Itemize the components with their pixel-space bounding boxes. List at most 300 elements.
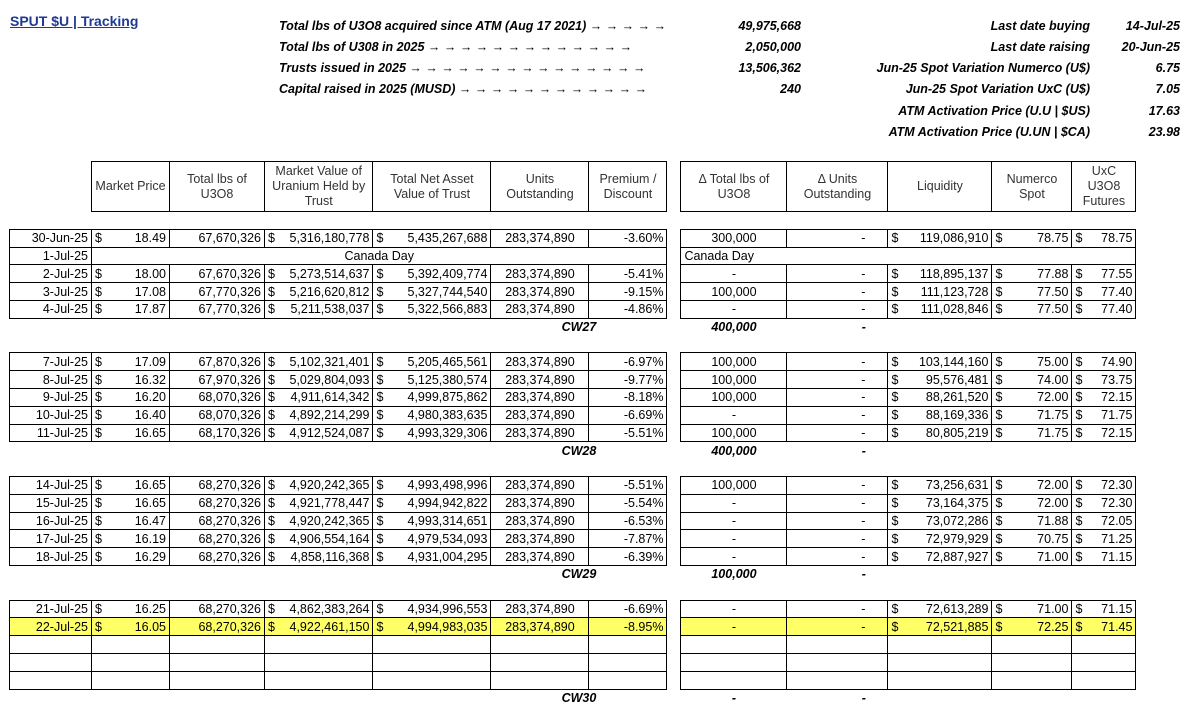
table-row [10, 353, 1136, 371]
separator-cell [667, 476, 681, 494]
header-nav: Total Net Asset Value of Trust [373, 162, 491, 212]
delta-lbs-cell: 100,000 [681, 476, 787, 494]
right-summary-label: Jun-25 Spot Variation UxC (U$) [905, 82, 1090, 96]
currency-symbol: $ [992, 424, 1014, 442]
units-cell: 283,374,890 [491, 371, 589, 389]
liquidity-cell: 72,979,929 [910, 530, 992, 548]
nav-cell: 4,994,983,035 [395, 618, 491, 636]
currency-symbol: $ [1072, 530, 1094, 548]
delta-lbs-cell: - [681, 548, 787, 566]
delta-lbs-cell: - [681, 406, 787, 424]
currency-symbol: $ [888, 371, 910, 389]
empty-cell [373, 636, 491, 654]
liquidity-cell: 95,576,481 [910, 371, 992, 389]
currency-symbol: $ [992, 283, 1014, 301]
premium-cell: -8.18% [589, 388, 667, 406]
delta-units-cell: - [787, 229, 888, 247]
separator-cell [667, 653, 681, 671]
week-delta-units: - [861, 443, 866, 458]
uxc-cell: 71.75 [1094, 406, 1136, 424]
premium-cell: -5.51% [589, 476, 667, 494]
table-row [10, 530, 1136, 548]
numerco-cell: 77.50 [1014, 283, 1072, 301]
blank-cell [10, 442, 491, 459]
currency-symbol: $ [888, 494, 910, 512]
market-value-cell: 4,921,778,447 [287, 494, 373, 512]
numerco-cell: 72.25 [1014, 618, 1072, 636]
empty-cell [888, 671, 992, 689]
table-row [10, 512, 1136, 530]
uxc-cell: 72.05 [1094, 512, 1136, 530]
market-value-cell: 4,906,554,164 [287, 530, 373, 548]
currency-symbol: $ [1072, 476, 1094, 494]
nav-cell: 4,993,329,306 [395, 424, 491, 442]
currency-symbol: $ [92, 353, 114, 371]
empty-cell [681, 636, 787, 654]
date-cell: 17-Jul-25 [10, 530, 92, 548]
empty-row [10, 653, 1136, 671]
units-cell: 283,374,890 [491, 353, 589, 371]
header-uxc: UxC U3O8 Futures [1072, 162, 1136, 212]
currency-symbol: $ [92, 512, 114, 530]
currency-symbol: $ [992, 300, 1014, 318]
nav-cell: 4,934,996,553 [395, 600, 491, 618]
separator-cell [667, 283, 681, 301]
empty-cell [787, 636, 888, 654]
table-row [10, 265, 1136, 283]
uxc-cell: 72.15 [1094, 424, 1136, 442]
empty-cell [1072, 653, 1136, 671]
liquidity-cell: 88,261,520 [910, 388, 992, 406]
date-cell: 16-Jul-25 [10, 512, 92, 530]
liquidity-cell: 72,521,885 [910, 618, 992, 636]
market-price-cell: 17.87 [114, 300, 170, 318]
market-value-cell: 4,858,116,368 [287, 548, 373, 566]
delta-units-cell: - [787, 424, 888, 442]
table-row [10, 548, 1136, 566]
date-cell: 21-Jul-25 [10, 600, 92, 618]
numerco-cell: 70.75 [1014, 530, 1072, 548]
total-lbs-cell: 68,270,326 [170, 548, 265, 566]
currency-symbol: $ [888, 353, 910, 371]
delta-units-cell: - [787, 512, 888, 530]
currency-symbol: $ [1072, 600, 1094, 618]
table-row [10, 476, 1136, 494]
premium-cell: -5.54% [589, 494, 667, 512]
currency-symbol: $ [92, 300, 114, 318]
delta-units-cell: - [787, 388, 888, 406]
blank-cell [888, 565, 1136, 582]
currency-symbol: $ [92, 265, 114, 283]
market-value-cell: 4,911,614,342 [287, 388, 373, 406]
separator-cell [667, 265, 681, 283]
date-cell: 9-Jul-25 [10, 388, 92, 406]
holiday-label: Canada Day [92, 247, 667, 265]
week-label: CW29 [561, 567, 597, 582]
separator-cell [667, 494, 681, 512]
week-summary-row [10, 442, 1136, 459]
market-value-cell: 4,892,214,299 [287, 406, 373, 424]
units-cell: 283,374,890 [491, 424, 589, 442]
total-lbs-cell: 68,170,326 [170, 424, 265, 442]
currency-symbol: $ [265, 406, 287, 424]
right-summary-label: Jun-25 Spot Variation Numerco (U$) [876, 61, 1090, 75]
currency-symbol: $ [265, 371, 287, 389]
uxc-cell: 71.15 [1094, 548, 1136, 566]
numerco-cell: 74.00 [1014, 371, 1072, 389]
nav-cell: 4,931,004,295 [395, 548, 491, 566]
currency-symbol: $ [373, 494, 395, 512]
currency-symbol: $ [373, 283, 395, 301]
empty-cell [1072, 671, 1136, 689]
table-row [10, 600, 1136, 618]
nav-cell: 5,435,267,688 [395, 229, 491, 247]
currency-symbol: $ [265, 476, 287, 494]
liquidity-cell: 73,256,631 [910, 476, 992, 494]
currency-symbol: $ [1072, 229, 1094, 247]
units-cell: 283,374,890 [491, 388, 589, 406]
currency-symbol: $ [92, 494, 114, 512]
currency-symbol: $ [1072, 371, 1094, 389]
premium-cell: -6.69% [589, 406, 667, 424]
week-summary-row [10, 565, 1136, 582]
units-cell: 283,374,890 [491, 494, 589, 512]
blank-cell [10, 318, 491, 335]
separator-cell [667, 618, 681, 636]
uxc-cell: 71.25 [1094, 530, 1136, 548]
currency-symbol: $ [1072, 494, 1094, 512]
empty-cell [170, 636, 265, 654]
currency-symbol: $ [888, 512, 910, 530]
separator-cell [667, 442, 681, 459]
liquidity-cell: 103,144,160 [910, 353, 992, 371]
empty-cell [1072, 636, 1136, 654]
delta-lbs-cell: - [681, 600, 787, 618]
separator-cell [667, 371, 681, 389]
currency-symbol: $ [373, 512, 395, 530]
market-value-cell: 5,216,620,812 [287, 283, 373, 301]
numerco-cell: 77.88 [1014, 265, 1072, 283]
currency-symbol: $ [265, 388, 287, 406]
delta-units-cell: - [787, 494, 888, 512]
nav-cell: 4,980,383,635 [395, 406, 491, 424]
date-cell: 14-Jul-25 [10, 476, 92, 494]
numerco-cell: 77.50 [1014, 300, 1072, 318]
week-delta-lbs: 400,000 [711, 443, 757, 458]
date-cell: 4-Jul-25 [10, 300, 92, 318]
table-row [10, 494, 1136, 512]
total-lbs-cell: 68,270,326 [170, 618, 265, 636]
currency-symbol: $ [373, 424, 395, 442]
currency-symbol: $ [888, 300, 910, 318]
currency-symbol: $ [373, 406, 395, 424]
currency-symbol: $ [888, 618, 910, 636]
market-value-cell: 5,273,514,637 [287, 265, 373, 283]
empty-cell [681, 671, 787, 689]
spacer-row [10, 459, 1136, 476]
currency-symbol: $ [92, 371, 114, 389]
header-numerco: Numerco Spot [992, 162, 1072, 212]
currency-symbol: $ [992, 600, 1014, 618]
market-value-cell: 5,316,180,778 [287, 229, 373, 247]
separator-cell [667, 671, 681, 689]
currency-symbol: $ [1072, 300, 1094, 318]
header-liquidity: Liquidity [888, 162, 992, 212]
premium-cell: -9.77% [589, 371, 667, 389]
units-cell: 283,374,890 [491, 283, 589, 301]
week-delta-lbs: 100,000 [711, 567, 757, 582]
currency-symbol: $ [992, 512, 1014, 530]
right-summary-label: ATM Activation Price (U.UN | $CA) [888, 125, 1090, 139]
sheet-title: SPUT $U | Tracking [10, 13, 139, 29]
week-label: CW28 [561, 443, 597, 458]
currency-symbol: $ [373, 265, 395, 283]
currency-symbol: $ [373, 353, 395, 371]
separator-cell [667, 406, 681, 424]
currency-symbol: $ [992, 229, 1014, 247]
summary-value: 2,050,000 [745, 40, 801, 54]
numerco-cell: 71.75 [1014, 424, 1072, 442]
week-delta-lbs: - [731, 690, 737, 705]
delta-lbs-cell: 100,000 [681, 371, 787, 389]
premium-cell: -5.51% [589, 424, 667, 442]
header-total-lbs: Total lbs of U3O8 [170, 162, 265, 212]
summary-value: 49,975,668 [738, 19, 801, 33]
delta-lbs-cell: 100,000 [681, 424, 787, 442]
empty-cell [787, 653, 888, 671]
market-value-cell: 4,920,242,365 [287, 512, 373, 530]
total-lbs-cell: 67,770,326 [170, 283, 265, 301]
currency-symbol: $ [373, 548, 395, 566]
market-price-cell: 16.40 [114, 406, 170, 424]
liquidity-cell: 72,613,289 [910, 600, 992, 618]
currency-symbol: $ [92, 530, 114, 548]
delta-units-cell: - [787, 618, 888, 636]
header-date-blank [10, 162, 92, 212]
currency-symbol: $ [265, 283, 287, 301]
liquidity-cell: 111,123,728 [910, 283, 992, 301]
market-price-cell: 16.29 [114, 548, 170, 566]
nav-cell: 4,979,534,093 [395, 530, 491, 548]
market-price-cell: 16.65 [114, 494, 170, 512]
blank-cell [10, 565, 491, 582]
empty-cell [992, 636, 1072, 654]
delta-units-cell: - [787, 406, 888, 424]
nav-cell: 4,994,942,822 [395, 494, 491, 512]
premium-cell: -6.53% [589, 512, 667, 530]
currency-symbol: $ [1072, 548, 1094, 566]
empty-cell [992, 671, 1072, 689]
liquidity-cell: 118,895,137 [910, 265, 992, 283]
currency-symbol: $ [92, 229, 114, 247]
table-row [10, 283, 1136, 301]
delta-units-cell: - [787, 530, 888, 548]
separator-cell [667, 247, 681, 265]
currency-symbol: $ [1072, 388, 1094, 406]
currency-symbol: $ [1072, 283, 1094, 301]
total-lbs-cell: 67,970,326 [170, 371, 265, 389]
currency-symbol: $ [92, 388, 114, 406]
units-cell: 283,374,890 [491, 300, 589, 318]
numerco-cell: 72.00 [1014, 476, 1072, 494]
empty-cell [170, 671, 265, 689]
right-summary-value: 23.98 [1148, 125, 1180, 139]
nav-cell: 5,322,566,883 [395, 300, 491, 318]
premium-cell: -6.39% [589, 548, 667, 566]
blank-cell [10, 689, 491, 706]
summary-label: Trusts issued in 2025 → → → → → → → → → → → → → → → [279, 61, 646, 75]
delta-lbs-cell: - [681, 300, 787, 318]
spacer-cell [10, 336, 1136, 353]
units-cell: 283,374,890 [491, 600, 589, 618]
total-lbs-cell: 68,270,326 [170, 530, 265, 548]
market-value-cell: 4,912,524,087 [287, 424, 373, 442]
currency-symbol: $ [373, 300, 395, 318]
week-delta-units: - [861, 567, 866, 582]
currency-symbol: $ [373, 476, 395, 494]
nav-cell: 5,205,465,561 [395, 353, 491, 371]
units-cell: 283,374,890 [491, 476, 589, 494]
delta-units-cell: - [787, 371, 888, 389]
numerco-cell: 71.75 [1014, 406, 1072, 424]
currency-symbol: $ [888, 530, 910, 548]
table-row [10, 371, 1136, 389]
date-cell: 7-Jul-25 [10, 353, 92, 371]
numerco-cell: 71.88 [1014, 512, 1072, 530]
date-cell: 2-Jul-25 [10, 265, 92, 283]
currency-symbol: $ [1072, 406, 1094, 424]
empty-row [10, 636, 1136, 654]
market-price-cell: 18.49 [114, 229, 170, 247]
liquidity-cell: 72,887,927 [910, 548, 992, 566]
uxc-cell: 77.40 [1094, 283, 1136, 301]
total-lbs-cell: 67,870,326 [170, 353, 265, 371]
currency-symbol: $ [992, 548, 1014, 566]
nav-cell: 4,993,498,996 [395, 476, 491, 494]
delta-lbs-cell: 300,000 [681, 229, 787, 247]
uxc-cell: 77.40 [1094, 300, 1136, 318]
currency-symbol: $ [888, 388, 910, 406]
spacer-cell [10, 459, 1136, 476]
right-summary-label: Last date buying [990, 19, 1090, 33]
currency-symbol: $ [992, 476, 1014, 494]
summary-label: Total lbs of U308 in 2025 → → → → → → → → → → → → → [279, 40, 633, 54]
numerco-cell: 72.00 [1014, 388, 1072, 406]
spacer-row [10, 583, 1136, 600]
empty-cell [92, 671, 170, 689]
nav-cell: 5,125,380,574 [395, 371, 491, 389]
spacer-row [10, 212, 1136, 230]
currency-symbol: $ [992, 371, 1014, 389]
delta-units-cell: - [787, 265, 888, 283]
table-row [10, 388, 1136, 406]
numerco-cell: 71.00 [1014, 600, 1072, 618]
premium-cell: -4.86% [589, 300, 667, 318]
currency-symbol: $ [992, 388, 1014, 406]
currency-symbol: $ [265, 600, 287, 618]
date-cell: 30-Jun-25 [10, 229, 92, 247]
premium-cell: -6.69% [589, 600, 667, 618]
market-price-cell: 16.25 [114, 600, 170, 618]
market-price-cell: 16.05 [114, 618, 170, 636]
empty-cell [589, 636, 667, 654]
uxc-cell: 74.90 [1094, 353, 1136, 371]
currency-symbol: $ [92, 283, 114, 301]
delta-units-cell: - [787, 476, 888, 494]
market-price-cell: 16.65 [114, 476, 170, 494]
market-price-cell: 16.20 [114, 388, 170, 406]
empty-cell [787, 671, 888, 689]
units-cell: 283,374,890 [491, 548, 589, 566]
currency-symbol: $ [1072, 512, 1094, 530]
header-delta-units: Δ Units Outstanding [787, 162, 888, 212]
numerco-cell: 71.00 [1014, 548, 1072, 566]
units-cell: 283,374,890 [491, 618, 589, 636]
units-cell: 283,374,890 [491, 406, 589, 424]
delta-units-cell: - [787, 283, 888, 301]
week-summary-row [10, 318, 1136, 335]
uxc-cell: 72.30 [1094, 494, 1136, 512]
premium-cell: -8.95% [589, 618, 667, 636]
separator-cell [667, 565, 681, 582]
delta-lbs-cell: - [681, 618, 787, 636]
currency-symbol: $ [888, 476, 910, 494]
currency-symbol: $ [888, 265, 910, 283]
total-lbs-cell: 68,270,326 [170, 476, 265, 494]
delta-units-cell: - [787, 600, 888, 618]
liquidity-cell: 119,086,910 [910, 229, 992, 247]
currency-symbol: $ [1072, 618, 1094, 636]
separator-cell [667, 600, 681, 618]
date-cell: 10-Jul-25 [10, 406, 92, 424]
header-delta-lbs: Δ Total lbs of U3O8 [681, 162, 787, 212]
delta-lbs-cell: - [681, 265, 787, 283]
date-cell: 18-Jul-25 [10, 548, 92, 566]
currency-symbol: $ [888, 229, 910, 247]
units-cell: 283,374,890 [491, 512, 589, 530]
currency-symbol: $ [992, 618, 1014, 636]
currency-symbol: $ [992, 494, 1014, 512]
nav-cell: 5,392,409,774 [395, 265, 491, 283]
market-value-cell: 4,862,383,264 [287, 600, 373, 618]
delta-units-cell: - [787, 300, 888, 318]
week-delta-units: - [861, 320, 866, 335]
right-summary-value: 7.05 [1155, 82, 1180, 96]
liquidity-cell: 111,028,846 [910, 300, 992, 318]
empty-cell [491, 671, 589, 689]
date-cell [10, 636, 92, 654]
header-separator [667, 162, 681, 212]
empty-cell [92, 653, 170, 671]
delta-lbs-cell: 100,000 [681, 283, 787, 301]
summary-value: 240 [780, 82, 801, 96]
market-value-cell: 4,920,242,365 [287, 476, 373, 494]
uxc-cell: 77.55 [1094, 265, 1136, 283]
currency-symbol: $ [888, 548, 910, 566]
currency-symbol: $ [888, 283, 910, 301]
delta-lbs-cell: - [681, 530, 787, 548]
currency-symbol: $ [92, 476, 114, 494]
currency-symbol: $ [373, 371, 395, 389]
liquidity-cell: 73,072,286 [910, 512, 992, 530]
liquidity-cell: 73,164,375 [910, 494, 992, 512]
holiday-label-right: Canada Day [681, 247, 1136, 265]
separator-cell [667, 318, 681, 335]
right-summary-value: 6.75 [1155, 61, 1180, 75]
currency-symbol: $ [92, 424, 114, 442]
delta-lbs-cell: - [681, 512, 787, 530]
date-cell: 15-Jul-25 [10, 494, 92, 512]
